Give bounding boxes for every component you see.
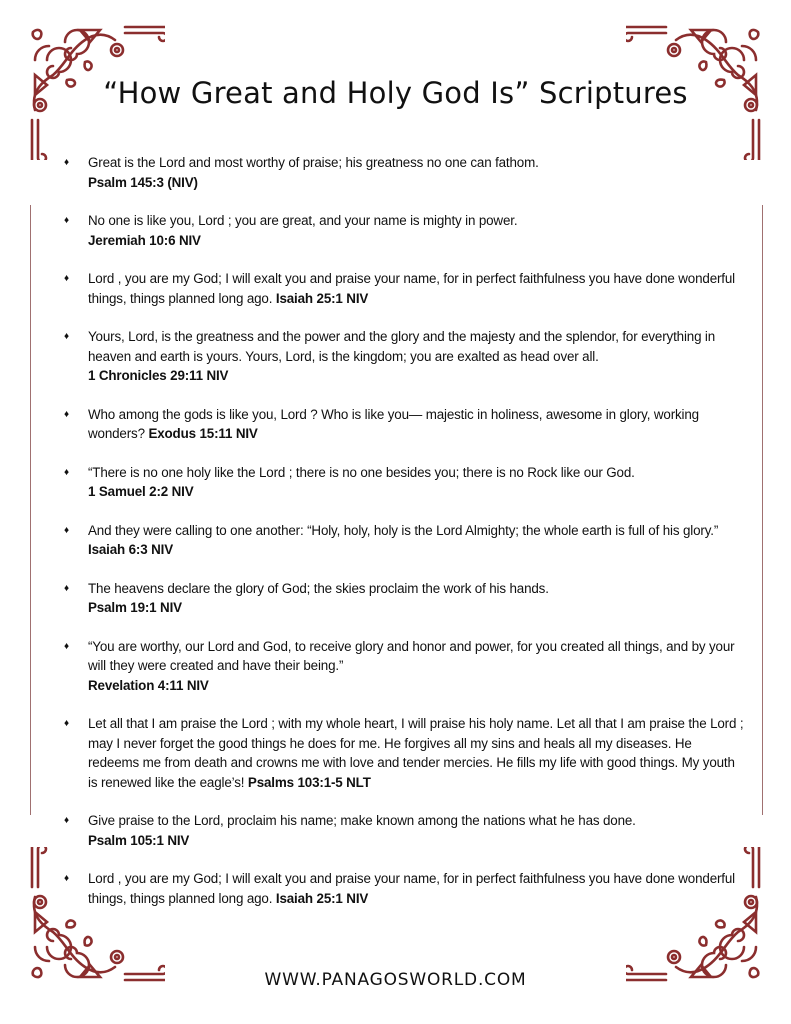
diamond-bullet-icon: ♦ xyxy=(64,331,69,342)
diamond-bullet-icon: ♦ xyxy=(64,524,69,536)
diamond-bullet-icon: ♦ xyxy=(64,157,69,168)
verse-reference: Isaiah 25:1 NIV xyxy=(275,890,369,906)
diamond-bullet-icon: ♦ xyxy=(64,873,69,884)
verse-text: The heavens declare the glory of God; the skies proclaim the work of his hands. xyxy=(88,580,549,596)
diamond-bullet-icon: ♦ xyxy=(64,640,69,652)
verse-text: Great is the Lord and most worthy of praise; his greatness no one can fathom. xyxy=(88,155,539,170)
scripture-item xyxy=(64,521,744,560)
verse-text: Yours, Lord, is the greatness and the power and the glory and the majesty and the splendor, for everything in heaven and earth is yours. Yours, Lord, is the kingdom; you are exalted as head over all. xyxy=(88,329,716,364)
diamond-bullet-icon: ♦ xyxy=(64,815,69,826)
diamond-bullet-icon: ♦ xyxy=(64,466,69,478)
verse-text: “There is no one holy like the Lord ; there is no one besides you; there is no Rock like our God. xyxy=(88,464,635,480)
scripture-item xyxy=(64,637,744,696)
diamond-bullet-icon: ♦ xyxy=(64,215,69,226)
verse-reference: Jeremiah 10:6 NIV xyxy=(88,232,201,248)
website-footer: WWW.PANAGOSWORLD.COM xyxy=(264,970,527,990)
scripture-item xyxy=(64,327,744,386)
verse-text: Who among the gods is like you, Lord ? Who is like you— majestic in holiness, awesome in glory, working wonders? xyxy=(88,406,699,441)
verse-reference: Psalm 105:1 NIV xyxy=(88,832,190,848)
diamond-bullet-icon: ♦ xyxy=(64,273,69,284)
verse-reference: Isaiah 6:3 NIV xyxy=(88,542,173,557)
verse-text: Lord , you are my God; I will exalt you and praise your name, for in perfect faithfulness you have done wonderful things, things planned long ago. xyxy=(88,871,735,906)
verse-text: No one is like you, Lord ; you are great, and your name is mighty in power. xyxy=(88,213,518,228)
border-line-right xyxy=(762,205,763,815)
verse-reference: Psalms 103:1-5 NLT xyxy=(247,774,371,790)
verse-text: And they were calling to one another: “Holy, holy, holy is the Lord Almighty; the whole earth is full of his glory.” xyxy=(88,522,719,538)
verse-reference: Psalm 145:3 (NIV) xyxy=(88,174,198,190)
verse-reference: Psalm 19:1 NIV xyxy=(88,600,182,615)
diamond-bullet-icon: ♦ xyxy=(64,582,69,594)
scripture-item xyxy=(64,811,744,850)
verse-text: Give praise to the Lord, proclaim his name; make known among the nations what he has done. xyxy=(88,813,636,828)
scripture-item xyxy=(64,579,744,618)
scripture-item xyxy=(64,405,744,444)
page-title: “How Great and Holy God Is” Scriptures xyxy=(103,76,688,110)
verse-reference: 1 Chronicles 29:11 NIV xyxy=(88,368,229,383)
verse-text: Let all that I am praise the Lord ; with my whole heart, I will praise his holy name. Let all that I am praise the Lord ; may I never forget the good things he does for me. He forgives all my sins and heals all my diseases. He redeems me from death and crowns me with love and tender mercies. He fills my life with good things. My youth is renewed like the eagle’s! xyxy=(88,716,744,790)
diamond-bullet-icon: ♦ xyxy=(64,718,69,729)
verse-reference: Isaiah 25:1 NIV xyxy=(275,290,369,306)
verse-text: “You are worthy, our Lord and God, to receive glory and honor and power, for you created all things, and by your will they were created and have their being.” xyxy=(88,638,735,673)
scripture-item xyxy=(64,211,744,250)
verse-reference: Exodus 15:11 NIV xyxy=(148,426,258,441)
border-line-left xyxy=(30,205,31,815)
verse-text: Lord , you are my God; I will exalt you and praise your name, for in perfect faithfulness you have done wonderful things, things planned long ago. xyxy=(88,271,735,306)
scripture-list xyxy=(64,153,744,927)
verse-reference: Revelation 4:11 NIV xyxy=(88,677,209,693)
verse-reference: 1 Samuel 2:2 NIV xyxy=(88,484,194,499)
scripture-item xyxy=(64,153,744,192)
scripture-item xyxy=(64,269,744,308)
scripture-item xyxy=(64,714,744,792)
diamond-bullet-icon: ♦ xyxy=(64,408,69,420)
scripture-item xyxy=(64,463,744,502)
scripture-item xyxy=(64,869,744,908)
